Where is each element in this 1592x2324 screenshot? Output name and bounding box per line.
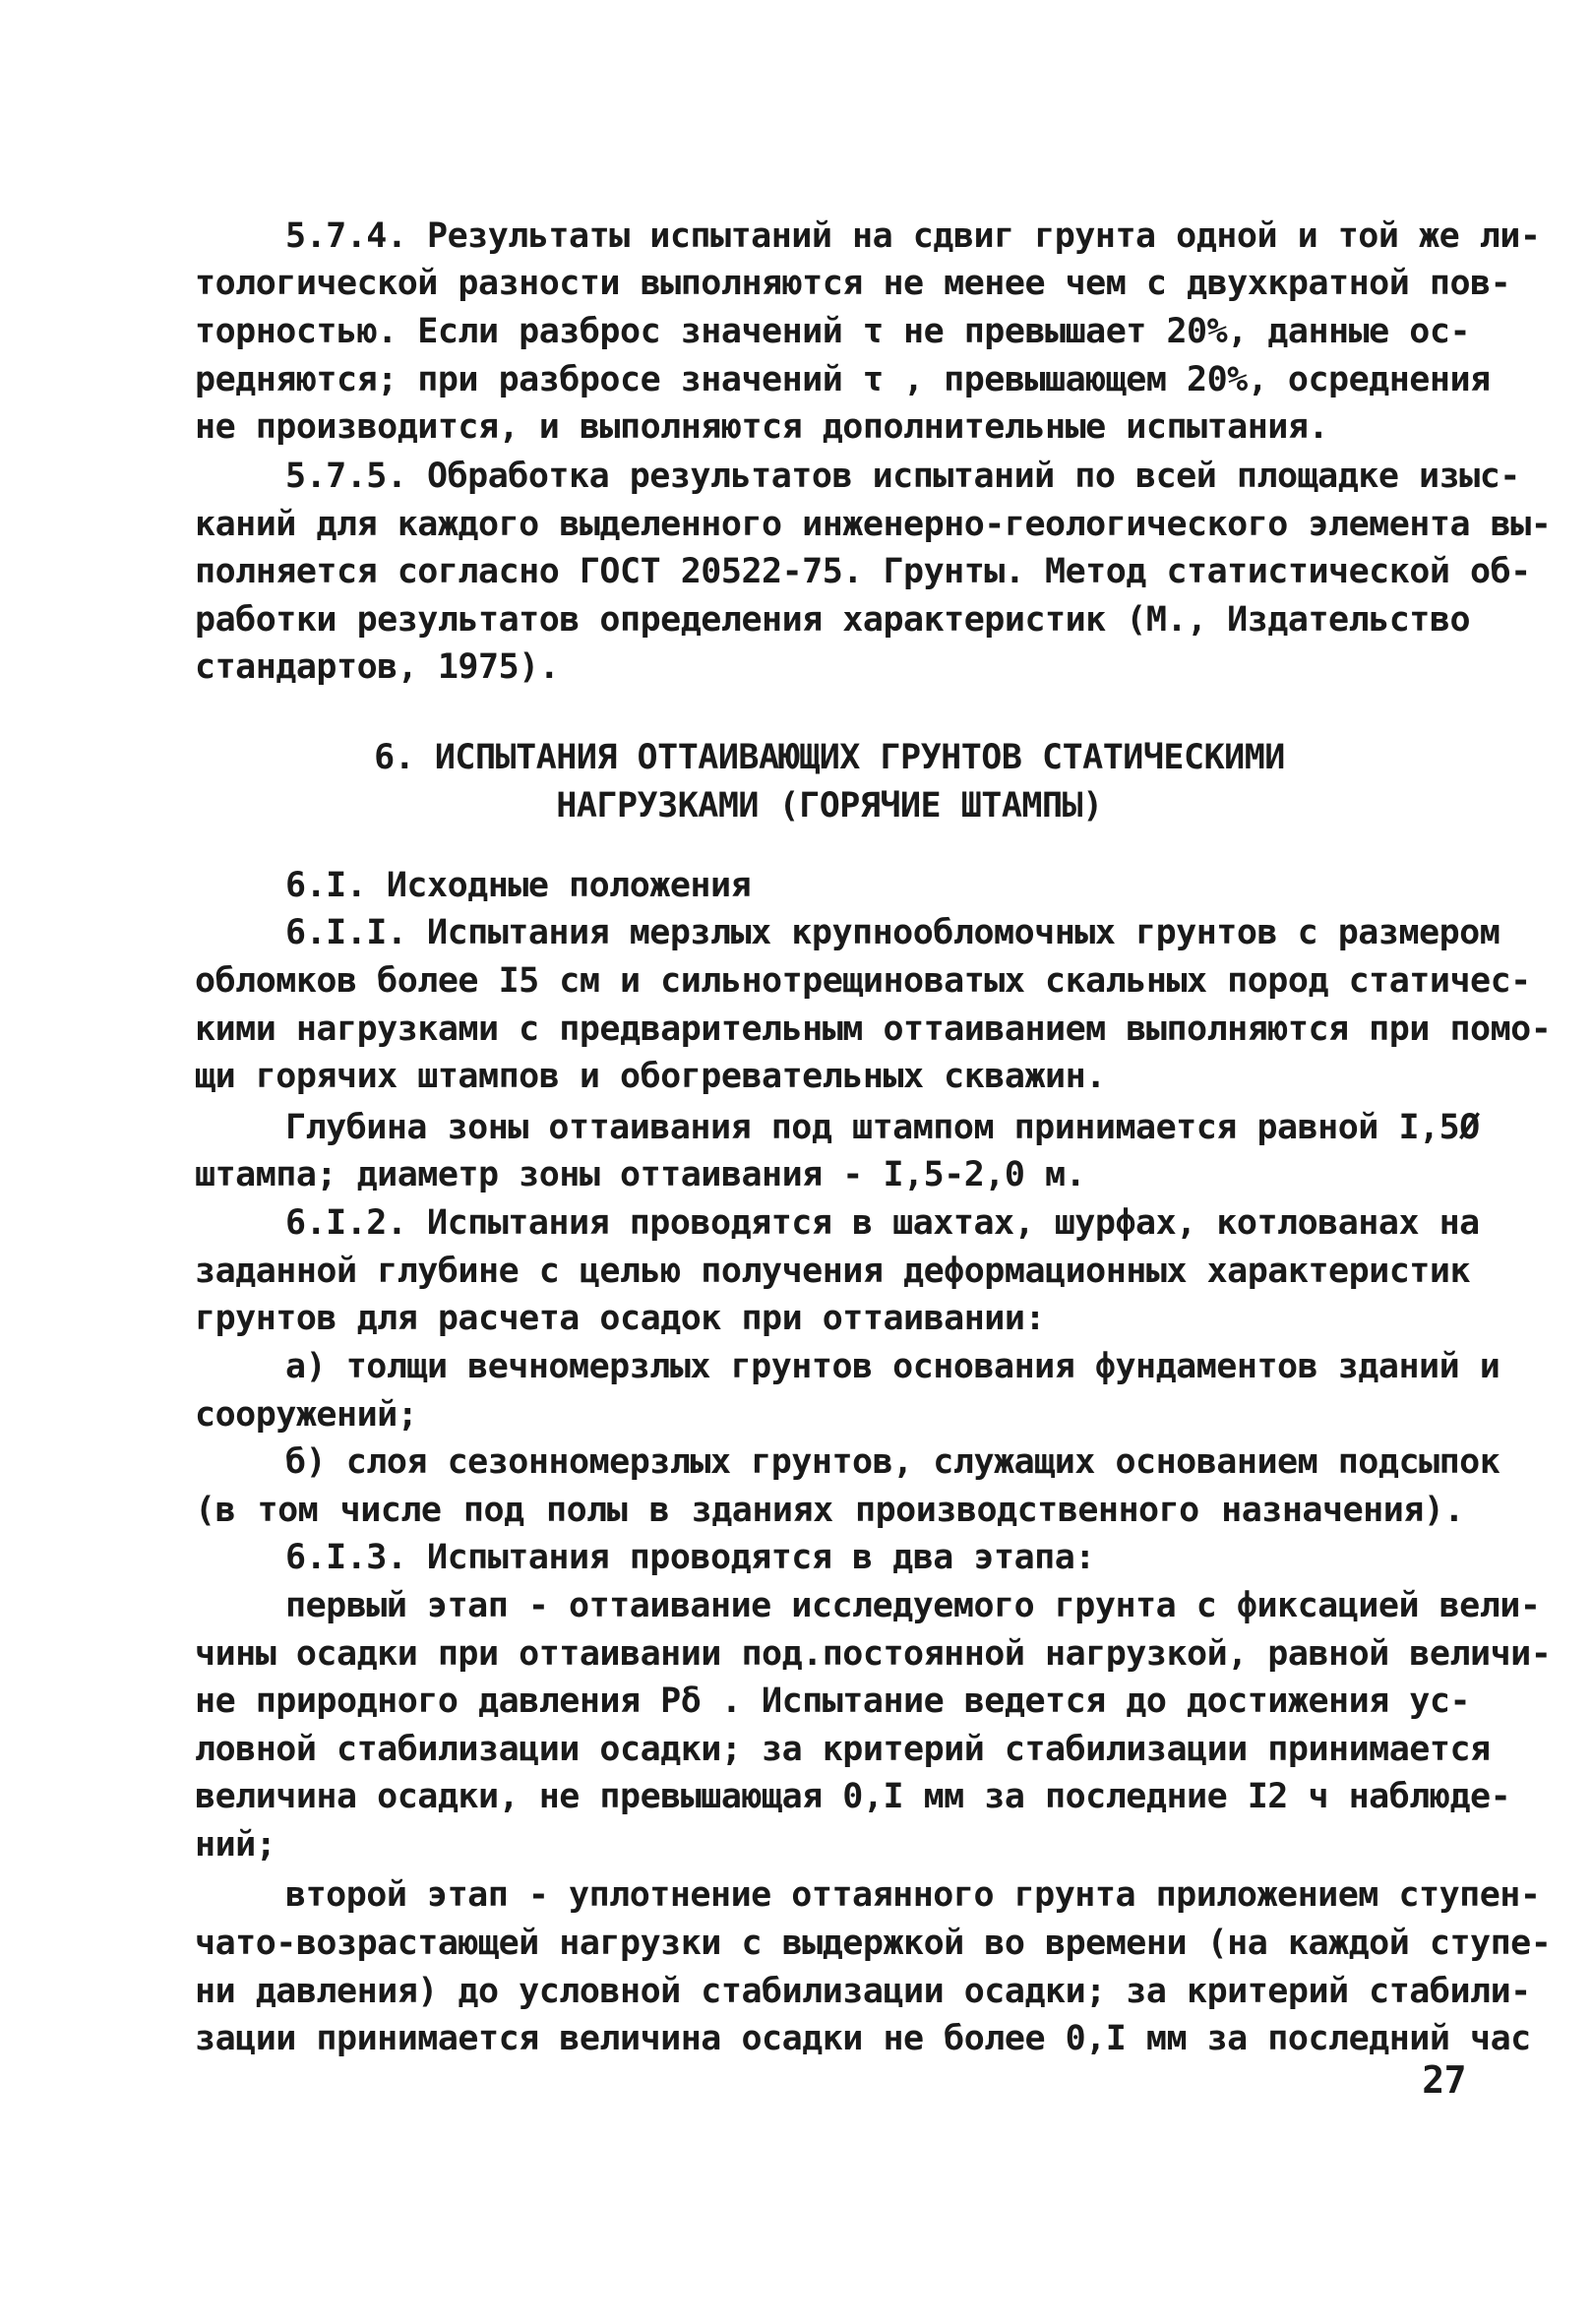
section-5-7-4-line: редняются; при разбросе значений τ , превышающем 20%, осреднения — [195, 360, 1491, 399]
section-6-1-1-line: кими нагрузками с предварительным оттаиванием выполняются при помо- — [195, 1009, 1552, 1049]
stage-two-line: чато-возрастающей нагрузки с выдержкой во времени (на каждой ступе- — [195, 1924, 1552, 1963]
section-6-1-1-line: щи горячих штампов и обогревательных скважин. — [195, 1057, 1106, 1096]
section-6-heading: 6. ИСПЫТАНИЯ ОТТАИВАЮЩИХ ГРУНТОВ СТАТИЧЕСКИМИ — [374, 738, 1285, 777]
stage-two-line: второй этап - уплотнение оттаянного грунта приложением ступен- — [285, 1875, 1541, 1915]
stage-one-line: чины осадки при оттаивании под.постоянной нагрузкой, равной величи- — [195, 1634, 1552, 1674]
section-5-7-5-line: стандартов, 1975). — [195, 647, 560, 687]
list-item-b: (в том числе под полы в зданиях производственного назначения). — [195, 1491, 1464, 1530]
section-5-7-4-line: не производится, и выполняются дополнительные испытания. — [195, 407, 1329, 447]
page-number: 27 — [1422, 2058, 1466, 2102]
subheading-6-1: 6.I. Исходные положения — [285, 866, 752, 905]
section-5-7-4-line: 5.7.4. Результаты испытаний на сдвиг грунта одной и той же ли- — [285, 216, 1541, 256]
stage-two-line: зации принимается величина осадки не более 0,I мм за последний час — [195, 2019, 1531, 2058]
section-6-1-2-line: грунтов для расчета осадок при оттаивании: — [195, 1299, 1046, 1338]
stage-one-line: первый этап - оттаивание исследуемого грунта с фиксацией вели- — [285, 1586, 1541, 1625]
section-6-1-3-line: 6.I.3. Испытания проводятся в два этапа: — [285, 1538, 1095, 1577]
section-5-7-4-line: торностью. Если разброс значений τ не превышает 20%, данные ос- — [195, 312, 1471, 351]
list-item-a: а) толщи вечномерзлых грунтов основания фундаментов зданий и — [285, 1347, 1500, 1386]
section-5-7-5-line: 5.7.5. Обработка результатов испытаний по всей площадке изыс- — [285, 457, 1520, 496]
section-5-7-5-line: каний для каждого выделенного инженерно-геологического элемента вы- — [195, 505, 1552, 544]
section-5-7-5-line: полняется согласно ГОСТ 20522-75. Грунты. Метод статистической об- — [195, 552, 1531, 591]
thaw-depth-line: Глубина зоны оттаивания под штампом принимается равной I,5Ø — [285, 1108, 1480, 1147]
stage-one-line: не природного давления Pδ . Испытание ведется до достижения ус- — [195, 1682, 1471, 1721]
section-6-1-1-line: 6.I.I. Испытания мерзлых крупнообломочных грунтов с размером — [285, 913, 1500, 952]
section-6-1-2-line: 6.I.2. Испытания проводятся в шахтах, шурфах, котлованах на — [285, 1203, 1480, 1243]
stage-two-line: ни давления) до условной стабилизации осадки; за критерий стабили- — [195, 1972, 1531, 2011]
stage-one-line: ловной стабилизации осадки; за критерий стабилизации принимается — [195, 1730, 1491, 1769]
list-item-b: б) слоя сезонномерзлых грунтов, служащих основанием подсыпок — [285, 1442, 1500, 1482]
list-item-a: сооружений; — [195, 1395, 418, 1435]
section-6-1-1-line: обломков более I5 см и сильнотрещиноватых скальных пород статичес- — [195, 961, 1531, 1001]
section-6-heading: НАГРУЗКАМИ (ГОРЯЧИЕ ШТАМПЫ) — [556, 786, 1103, 826]
stage-one-line: ний; — [195, 1825, 276, 1865]
thaw-depth-line: штампа; диаметр зоны оттаивания - I,5-2,0 м. — [195, 1155, 1086, 1194]
section-5-7-5-line: работки результатов определения характеристик (М., Издательство — [195, 600, 1471, 640]
section-6-1-2-line: заданной глубине с целью получения деформационных характеристик — [195, 1252, 1471, 1291]
section-5-7-4-line: тологической разности выполняются не менее чем с двухкратной пов- — [195, 264, 1511, 303]
stage-one-line: величина осадки, не превышающая 0,I мм за последние I2 ч наблюде- — [195, 1777, 1511, 1816]
